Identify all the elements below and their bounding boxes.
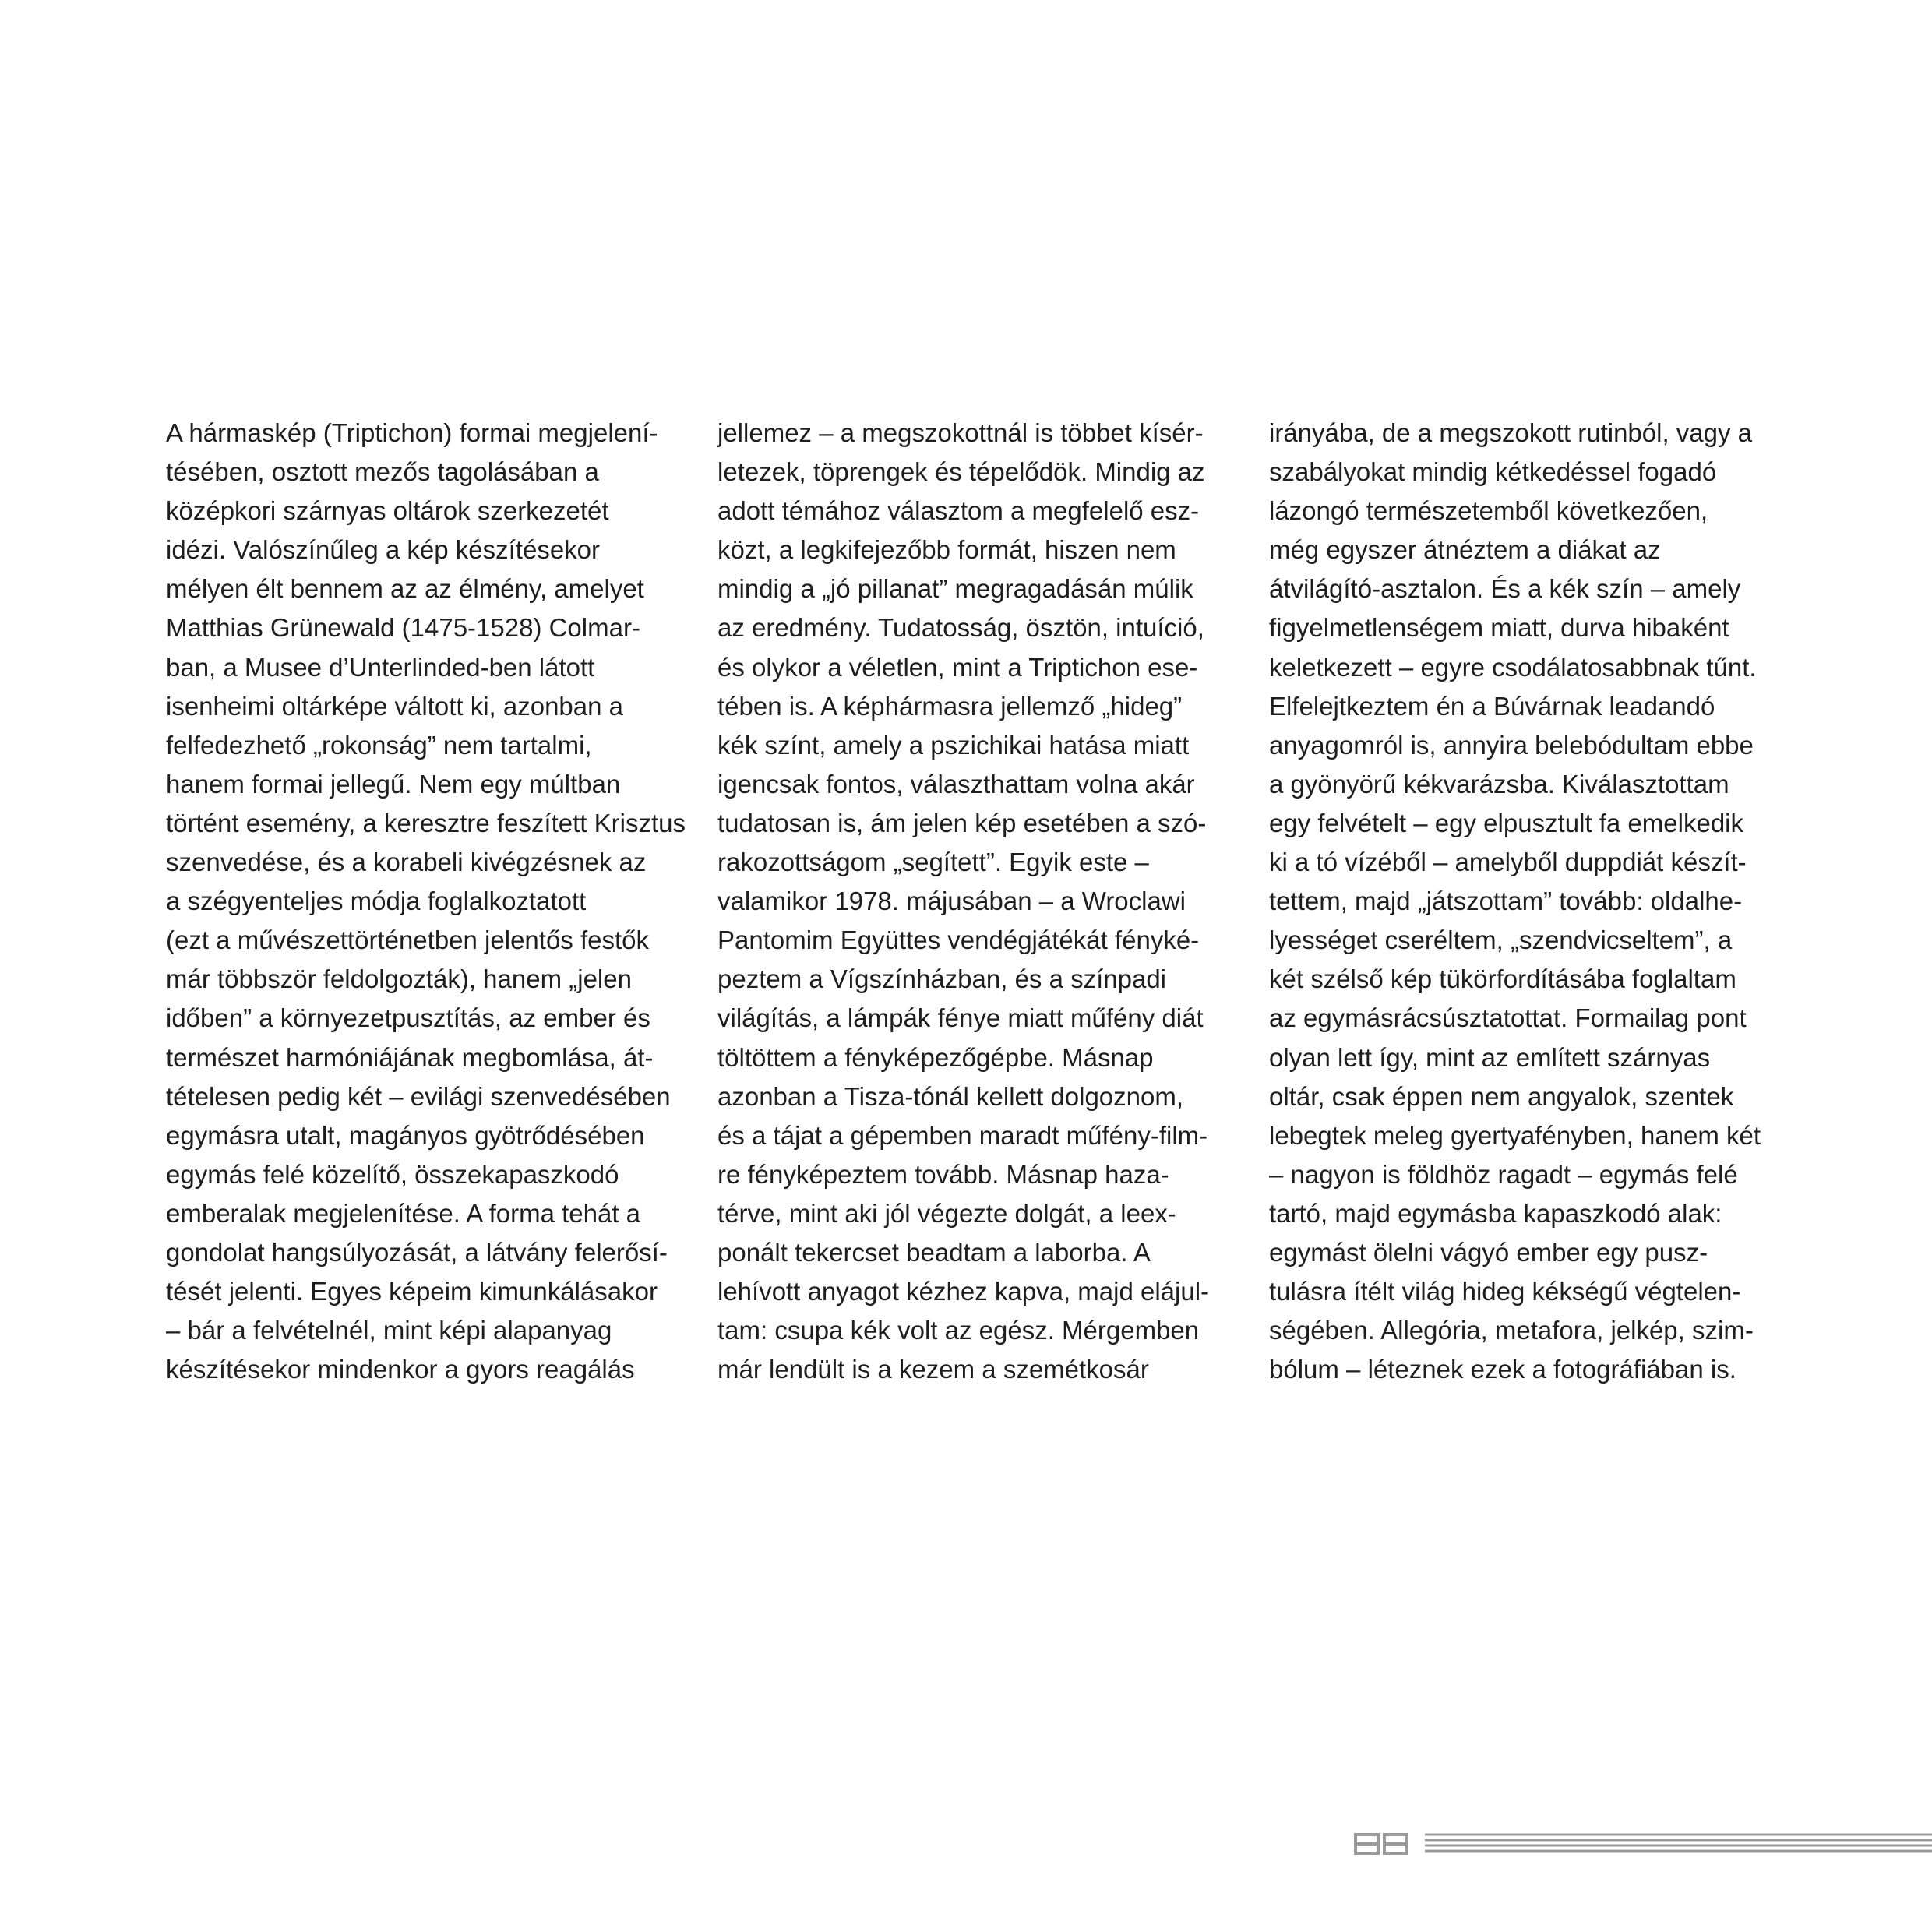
text-line: tésében, osztott mezős tagolásában a — [166, 457, 599, 487]
text-line: időben” a környezetpusztítás, az ember és — [166, 1003, 650, 1033]
text-line: ségében. Allegória, metafora, jelkép, szim- — [1269, 1316, 1754, 1345]
text-line: olyan lett így, mint az említett szárnyas — [1269, 1042, 1711, 1072]
text-line: valamikor 1978. májusában – a Wroclawi — [717, 887, 1186, 916]
text-line: figyelmetlenségem miatt, durva hibaként — [1269, 613, 1729, 643]
text-line: Elfelejtkeztem én a Búvárnak leadandó — [1269, 691, 1715, 721]
text-line: bólum – léteznek ezek a fotográfiában is. — [1269, 1355, 1736, 1384]
text-line: Pantomim Együttes vendégjátékát fényké- — [717, 925, 1200, 955]
text-line: világítás, a lámpák fénye miatt műfény diát — [717, 1003, 1204, 1033]
text-line: (ezt a művészettörténetben jelentős festők — [166, 925, 650, 955]
text-line: két szélső kép tükörfordításába foglaltam — [1269, 964, 1736, 994]
text-line: azonban a Tisza-tónál kellett dolgoznom, — [717, 1081, 1184, 1111]
text-line: az eredmény. Tudatosság, ösztön, intuíció, — [717, 613, 1204, 643]
text-line: egymásra utalt, magányos gyötrődésében — [166, 1120, 645, 1150]
text-line: – nagyon is földhöz ragadt – egymás felé — [1269, 1159, 1738, 1189]
text-line: átvilágító-asztalon. És a kék szín – amely — [1269, 574, 1741, 604]
text-line: természet harmóniájának megbomlása, át- — [166, 1042, 654, 1072]
text-line: tését jelenti. Egyes képeim kimunkálásakor — [166, 1277, 658, 1306]
text-line: kék színt, amely a pszichikai hatása miatt — [717, 730, 1190, 760]
text-line: tettem, majd „játszottam” tovább: oldalhe- — [1269, 887, 1743, 916]
footer-rule-lines — [1425, 1833, 1932, 1855]
text-column-2 — [717, 414, 1239, 1389]
text-line: egy felvételt – egy elpusztult fa emelkedik — [1269, 808, 1744, 837]
text-line: peztem a Vígszínházban, és a színpadi — [717, 964, 1167, 994]
text-line: rakozottságom „segített”. Egyik este – — [717, 848, 1149, 877]
text-line: tulásra ítélt világ hideg kékségű végtelen- — [1269, 1277, 1741, 1306]
text-line: mindig a „jó pillanat” megragadásán múlik — [717, 574, 1193, 604]
text-line: A hármaskép (Triptichon) formai megjelení- — [166, 418, 658, 447]
text-line: isenheimi oltárképe váltott ki, azonban a — [166, 691, 624, 721]
text-line: adott témához választom a megfelelő esz- — [717, 496, 1200, 526]
text-line: gondolat hangsúlyozását, a látvány felerősí- — [166, 1237, 668, 1267]
text-line: hanem formai jellegű. Nem egy múltban — [166, 769, 621, 799]
text-line: jellemez – a megszokottnál is többet kísér- — [717, 418, 1204, 447]
text-line: oltár, csak éppen nem angyalok, szentek — [1269, 1081, 1734, 1111]
text-line: lázongó természetemből következően, — [1269, 496, 1708, 526]
text-column-3 — [1269, 414, 1791, 1389]
text-line: tudatosan is, ám jelen kép esetében a szó- — [717, 808, 1207, 837]
text-line: emberalak megjelenítése. A forma tehát a — [166, 1198, 641, 1228]
text-line: ban, a Musee d’Unterlinded-ben látott — [166, 652, 595, 682]
text-line: az egymásrácsúsztatottat. Formailag pont — [1269, 1003, 1747, 1033]
text-line: idézi. Valószínűleg a kép készítésekor — [166, 535, 601, 565]
text-line: ki a tó vízéből – amelyből duppdiát készít- — [1269, 848, 1747, 877]
text-line: készítésekor mindenkor a gyors reagálás — [166, 1355, 635, 1384]
text-line: már többször feldolgozták), hanem „jelen — [166, 964, 632, 994]
text-line: és a tájat a gépemben maradt műfény-film- — [717, 1120, 1208, 1150]
text-line: mélyen élt bennem az az élmény, amelyet — [166, 574, 644, 604]
text-column-1 — [166, 414, 688, 1389]
text-line: szabályokat mindig kétkedéssel fogadó — [1269, 457, 1717, 487]
text-line: – bár a felvételnél, mint képi alapanyag — [166, 1316, 612, 1345]
text-line: és olykor a véletlen, mint a Triptichon ese- — [717, 652, 1198, 682]
text-line: letezek, töprengek és tépelődök. Mindig az — [717, 457, 1205, 487]
text-line: keletkezett – egyre csodálatosabbnak tűnt. — [1269, 652, 1757, 682]
text-line: már lendült is a kezem a szemétkosár — [717, 1355, 1149, 1384]
text-line: történt esemény, a keresztre feszített Krisztus — [166, 808, 686, 837]
text-line: tében is. A képhármasra jellemző „hideg” — [717, 691, 1183, 721]
text-line: igencsak fontos, választhattam volna akár — [717, 769, 1195, 799]
text-line: töltöttem a fényképezőgépbe. Másnap — [717, 1042, 1154, 1072]
text-line: középkori szárnyas oltárok szerkezetét — [166, 496, 609, 526]
text-line: felfedezhető „rokonság” nem tartalmi, — [166, 730, 592, 760]
text-line: a szégyenteljes módja foglalkoztatott — [166, 887, 587, 916]
text-line: Matthias Grünewald (1475-1528) Colmar- — [166, 613, 640, 643]
text-line: tartó, majd egymásba kapaszkodó alak: — [1269, 1198, 1722, 1228]
text-line: tételesen pedig két – evilági szenvedésében — [166, 1081, 671, 1111]
text-line: közt, a legkifejezőbb formát, hiszen nem — [717, 535, 1176, 565]
text-line: lehívott anyagot kézhez kapva, majd elájul- — [717, 1277, 1210, 1306]
text-line: irányába, de a megszokott rutinból, vagy a — [1269, 418, 1753, 447]
text-line: egymás felé közelítő, összekapaszkodó — [166, 1159, 619, 1189]
page-number-glyph — [1354, 1833, 1408, 1855]
text-line: egymást ölelni vágyó ember egy pusz- — [1269, 1237, 1708, 1267]
text-line: térve, mint aki jól végezte dolgát, a leex- — [717, 1198, 1176, 1228]
text-line: még egyszer átnéztem a diákat az — [1269, 535, 1661, 565]
text-line: ponált tekercset beadtam a laborba. A — [717, 1237, 1151, 1267]
text-line: anyagomról is, annyira belebódultam ebbe — [1269, 730, 1754, 760]
text-line: lebegtek meleg gyertyafényben, hanem két — [1269, 1120, 1761, 1150]
text-line: a gyönyörű kékvarázsba. Kiválasztottam — [1269, 769, 1729, 799]
text-line: tam: csupa kék volt az egész. Mérgemben — [717, 1316, 1200, 1345]
text-line: szenvedése, és a korabeli kivégzésnek az — [166, 848, 647, 877]
text-line: re fényképeztem tovább. Másnap haza- — [717, 1159, 1169, 1189]
text-line: lyességet cseréltem, „szendvicseltem”, a — [1269, 925, 1733, 955]
